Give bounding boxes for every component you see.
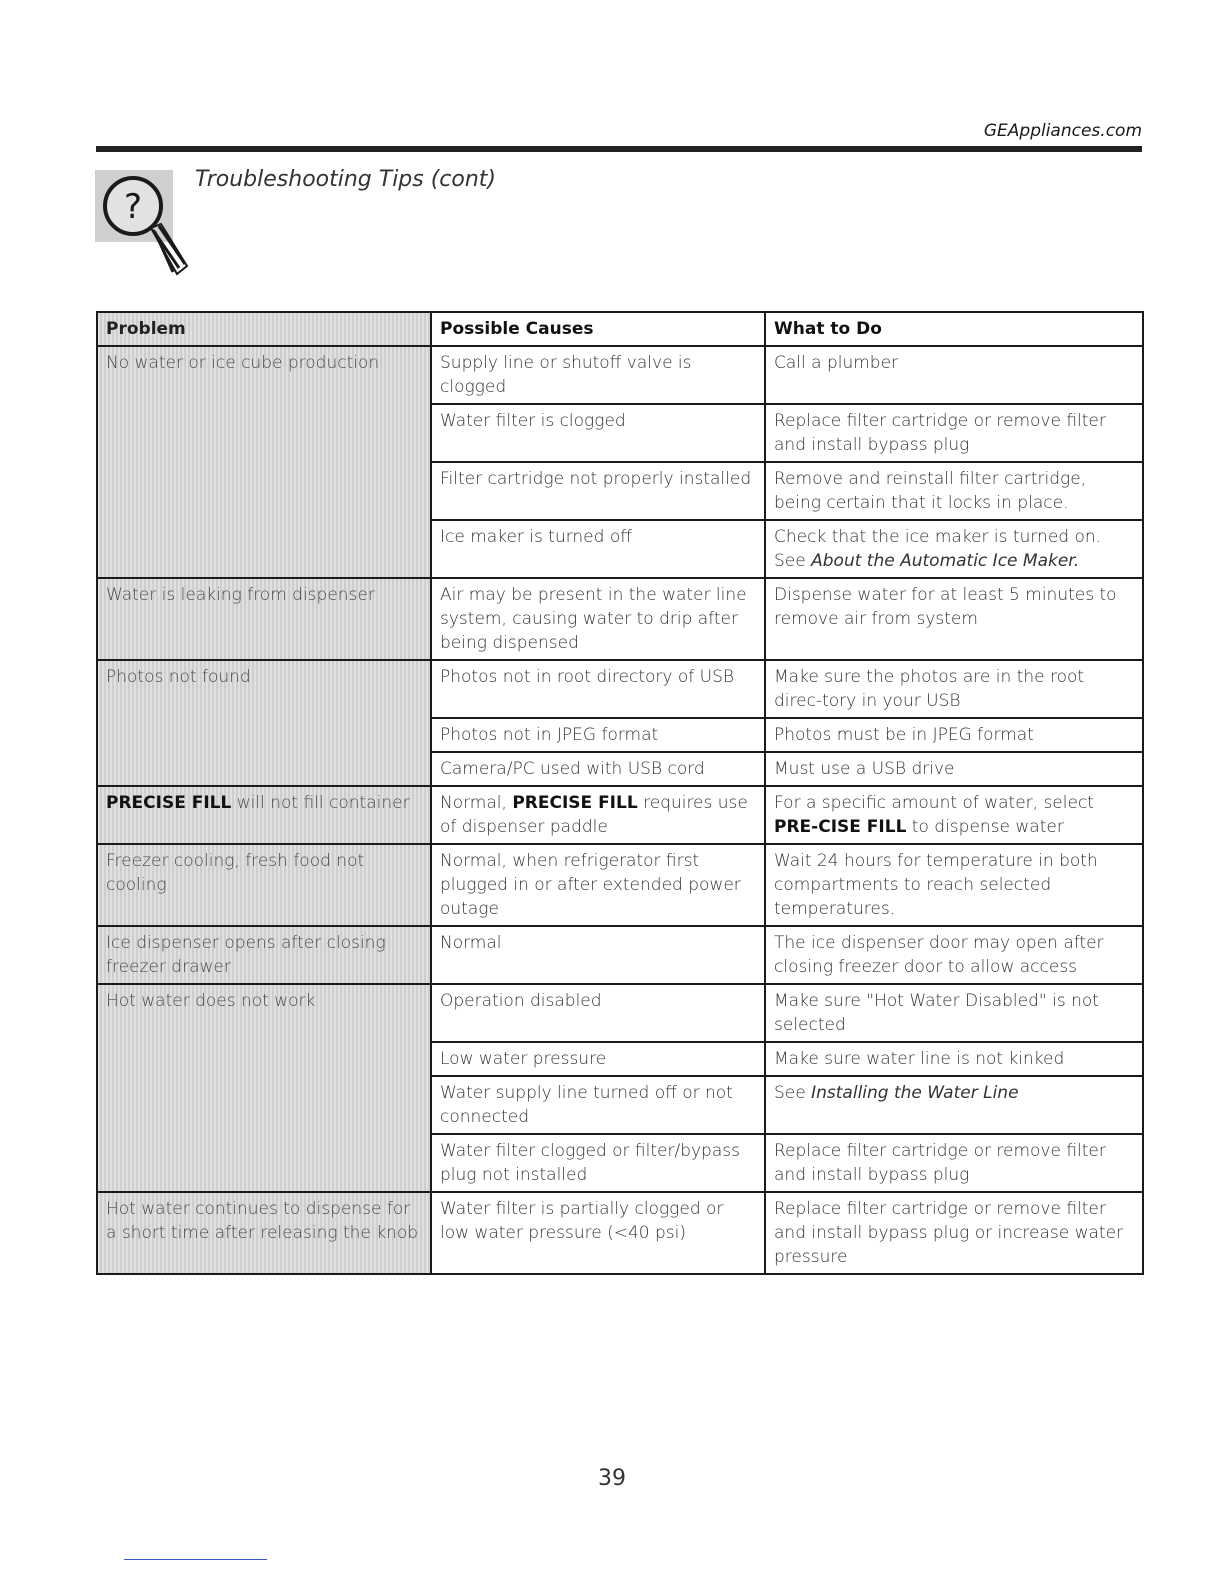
cause-cell: Low water pressure bbox=[431, 1042, 765, 1076]
cause-cell: Normal bbox=[431, 926, 765, 984]
cause-cell: Normal, when refrigerator first plugged in or after extended power outage bbox=[431, 844, 765, 926]
page-number: 39 bbox=[598, 1466, 626, 1491]
table-header-row bbox=[97, 312, 1143, 346]
action-text: See bbox=[774, 1083, 812, 1103]
problem-cell: No water or ice cube production bbox=[97, 346, 431, 578]
action-text: Check that the ice maker is turned on. See bbox=[774, 527, 1102, 571]
cause-text: requires use of dispenser paddle bbox=[440, 793, 748, 837]
header-rule bbox=[96, 146, 1142, 152]
action-cell: Wait 24 hours for temperature in both compartments to reach selected temperatures. bbox=[765, 844, 1143, 926]
site-url: GEAppliances.com bbox=[983, 121, 1142, 141]
cause-cell: Camera/PC used with USB cord bbox=[431, 752, 765, 786]
question-magnifier-icon bbox=[95, 168, 195, 278]
cause-cell: Water filter clogged or filter/bypass plug not installed bbox=[431, 1134, 765, 1192]
section-title: Troubleshooting Tips (cont) bbox=[195, 167, 497, 192]
header-possible-causes: Possible Causes bbox=[431, 312, 765, 346]
action-cell: Call a plumber bbox=[765, 346, 1143, 404]
cause-cell: Supply line or shutoff valve is clogged bbox=[431, 346, 765, 404]
table-row bbox=[97, 926, 1143, 984]
cause-cell: Water filter is clogged bbox=[431, 404, 765, 462]
problem-cell: Freezer cooling, fresh food not cooling bbox=[97, 844, 431, 926]
table-row bbox=[97, 346, 1143, 404]
action-cell: Remove and reinstall filter cartridge, being certain that it locks in place. bbox=[765, 462, 1143, 520]
action-cell: Must use a USB drive bbox=[765, 752, 1143, 786]
action-cell: Replace filter cartridge or remove filter and install bypass plug bbox=[765, 1134, 1143, 1192]
cause-cell: Photos not in JPEG format bbox=[431, 718, 765, 752]
cause-cell: Water supply line turned off or not connected bbox=[431, 1076, 765, 1134]
table-row bbox=[97, 844, 1143, 926]
action-cell: Make sure "Hot Water Disabled" is not selected bbox=[765, 984, 1143, 1042]
problem-cell: Photos not found bbox=[97, 660, 431, 786]
reference-link-text: About the Automatic Ice Maker. bbox=[811, 551, 1080, 571]
action-cell: Replace filter cartridge or remove filter and install bypass plug or increase water pressure bbox=[765, 1192, 1143, 1274]
action-cell: Photos must be in JPEG format bbox=[765, 718, 1143, 752]
problem-cell: Hot water does not work bbox=[97, 984, 431, 1192]
cause-cell: Water filter is partially clogged or low water pressure (<40 psi) bbox=[431, 1192, 765, 1274]
action-cell bbox=[765, 520, 1143, 578]
action-text: to dispense water bbox=[906, 817, 1064, 837]
action-cell bbox=[765, 1076, 1143, 1134]
troubleshooting-table bbox=[96, 311, 1144, 1275]
action-cell: Make sure the photos are in the root direc-tory in your USB bbox=[765, 660, 1143, 718]
table-row bbox=[97, 786, 1143, 844]
header-problem: Problem bbox=[97, 312, 431, 346]
problem-text: will not fill container bbox=[231, 793, 410, 813]
keyword-precise-fill: PRECISE FILL bbox=[106, 793, 232, 813]
keyword-precise-fill: PRE-CISE FILL bbox=[774, 817, 907, 837]
footer-line bbox=[124, 1559, 267, 1560]
cause-cell: Photos not in root directory of USB bbox=[431, 660, 765, 718]
table-row bbox=[97, 984, 1143, 1042]
cause-cell: Ice maker is turned off bbox=[431, 520, 765, 578]
problem-cell bbox=[97, 786, 431, 844]
cause-text: Normal, bbox=[440, 793, 513, 813]
svg-text:?: ? bbox=[123, 187, 143, 227]
table-row bbox=[97, 1192, 1143, 1274]
keyword-precise-fill: PRECISE FILL bbox=[512, 793, 638, 813]
table-row bbox=[97, 660, 1143, 718]
reference-link-text: Installing the Water Line bbox=[811, 1083, 1019, 1103]
action-cell bbox=[765, 786, 1143, 844]
cause-cell: Filter cartridge not properly installed bbox=[431, 462, 765, 520]
header-what-to-do: What to Do bbox=[765, 312, 1143, 346]
problem-cell: Ice dispenser opens after closing freezer drawer bbox=[97, 926, 431, 984]
action-text: For a specific amount of water, select bbox=[774, 793, 1094, 813]
cause-cell bbox=[431, 786, 765, 844]
problem-cell: Water is leaking from dispenser bbox=[97, 578, 431, 660]
table-row bbox=[97, 578, 1143, 660]
action-cell: The ice dispenser door may open after closing freezer door to allow access bbox=[765, 926, 1143, 984]
cause-cell: Air may be present in the water line system, causing water to drip after being dispensed bbox=[431, 578, 765, 660]
action-cell: Make sure water line is not kinked bbox=[765, 1042, 1143, 1076]
cause-cell: Operation disabled bbox=[431, 984, 765, 1042]
action-cell: Dispense water for at least 5 minutes to remove air from system bbox=[765, 578, 1143, 660]
action-cell: Replace filter cartridge or remove filter and install bypass plug bbox=[765, 404, 1143, 462]
problem-cell: Hot water continues to dispense for a short time after releasing the knob bbox=[97, 1192, 431, 1274]
